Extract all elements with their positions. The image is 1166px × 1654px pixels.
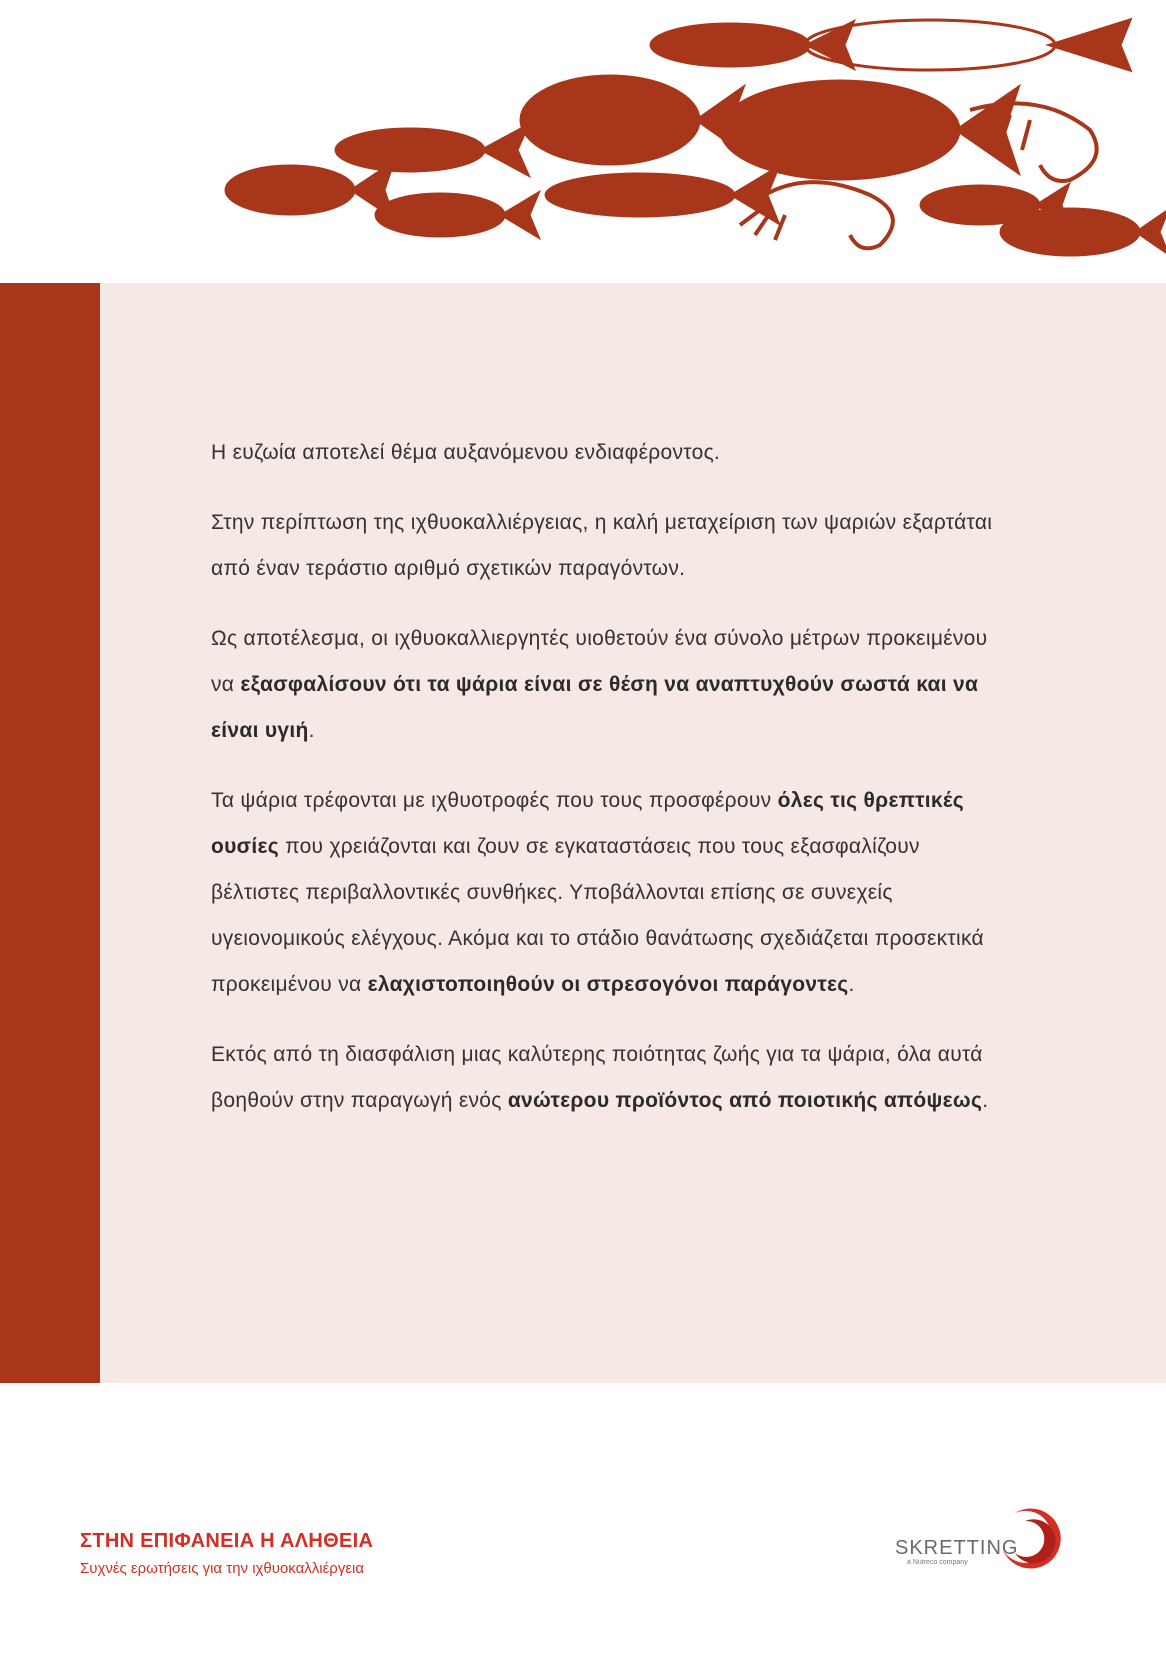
paragraph [211, 778, 1011, 1008]
footer-title: ΣΤΗΝ ΕΠΙΦΑΝΕΙΑ Η ΑΛΗΘΕΙΑ [80, 1530, 374, 1552]
text: . [848, 973, 855, 996]
fish-icon [1000, 208, 1166, 256]
accent-bar [0, 283, 100, 1383]
paragraph [211, 616, 1011, 754]
text: Η ευζωία αποτελεί θέμα αυξανόμενου ενδιαφέροντος. [211, 441, 721, 464]
bold-text: ελαχιστοποιηθούν οι στρεσογόνοι παράγοντες [367, 973, 849, 996]
logo-swirl-icon [995, 1505, 1065, 1575]
text: Εκτός από τη διασφάλιση μιας καλύτερης ποιότητας ζωής για τα ψάρια, όλα αυτά βοηθούν στην παραγωγή ενός [211, 1043, 983, 1112]
fish-icon [335, 123, 530, 177]
fish-icon [650, 20, 855, 70]
text: Ως αποτέλεσμα, οι ιχθυοκαλλιεργητές υιοθετούν ένα σύνολο μέτρων προκειμένου να [211, 627, 988, 696]
bold-text: όλες τις θρεπτικές ουσίες [211, 789, 964, 858]
fish-icon [720, 80, 1020, 180]
text: . [982, 1089, 989, 1112]
paragraph [211, 500, 1011, 592]
skretting-logo [895, 1505, 1065, 1575]
fish-icon [545, 165, 780, 225]
fish-illustration [220, 0, 1166, 270]
paragraph [211, 430, 1011, 476]
text: Στην περίπτωση της ιχθυοκαλλιέργειας, η καλή μεταχείριση των ψαριών εξαρτάται από έναν τεράστιο αριθμό σχετικών παραγόντων. [211, 511, 993, 580]
logo-tagline: a Nutreco company [907, 1559, 968, 1566]
fish-icon [805, 20, 1130, 70]
text: που χρειάζονται και ζουν σε εγκαταστάσεις που τους εξασφαλίζουν βέλτιστες περιβαλλοντικές συνθήκες. Υποβάλλονται επίσης σε συνεχείς υγειονομικούς ελέγχους. Ακόμα και το στάδιο θανάτωσης σχεδιάζεται προσεκτικά προκειμένου να [211, 835, 984, 996]
fish-icon [520, 75, 745, 165]
body-text [211, 430, 1011, 1148]
text: Τα ψάρια τρέφονται με ιχθυοτροφές που τους προσφέρουν [211, 789, 778, 812]
text: . [308, 719, 315, 742]
fish-icon [375, 191, 540, 239]
footer-subtitle: Συχνές ερωτήσεις για την ιχθυοκαλλιέργεια [80, 1560, 365, 1577]
paragraph [211, 1032, 1011, 1124]
bold-text: ανώτερου προϊόντος από ποιοτικής απόψεως [507, 1089, 983, 1112]
bold-text: εξασφαλίσουν ότι τα ψάρια είναι σε θέση να αναπτυχθούν σωστά και να είναι υγιή [211, 673, 979, 742]
logo-name: SKRETTING [895, 1537, 1019, 1559]
